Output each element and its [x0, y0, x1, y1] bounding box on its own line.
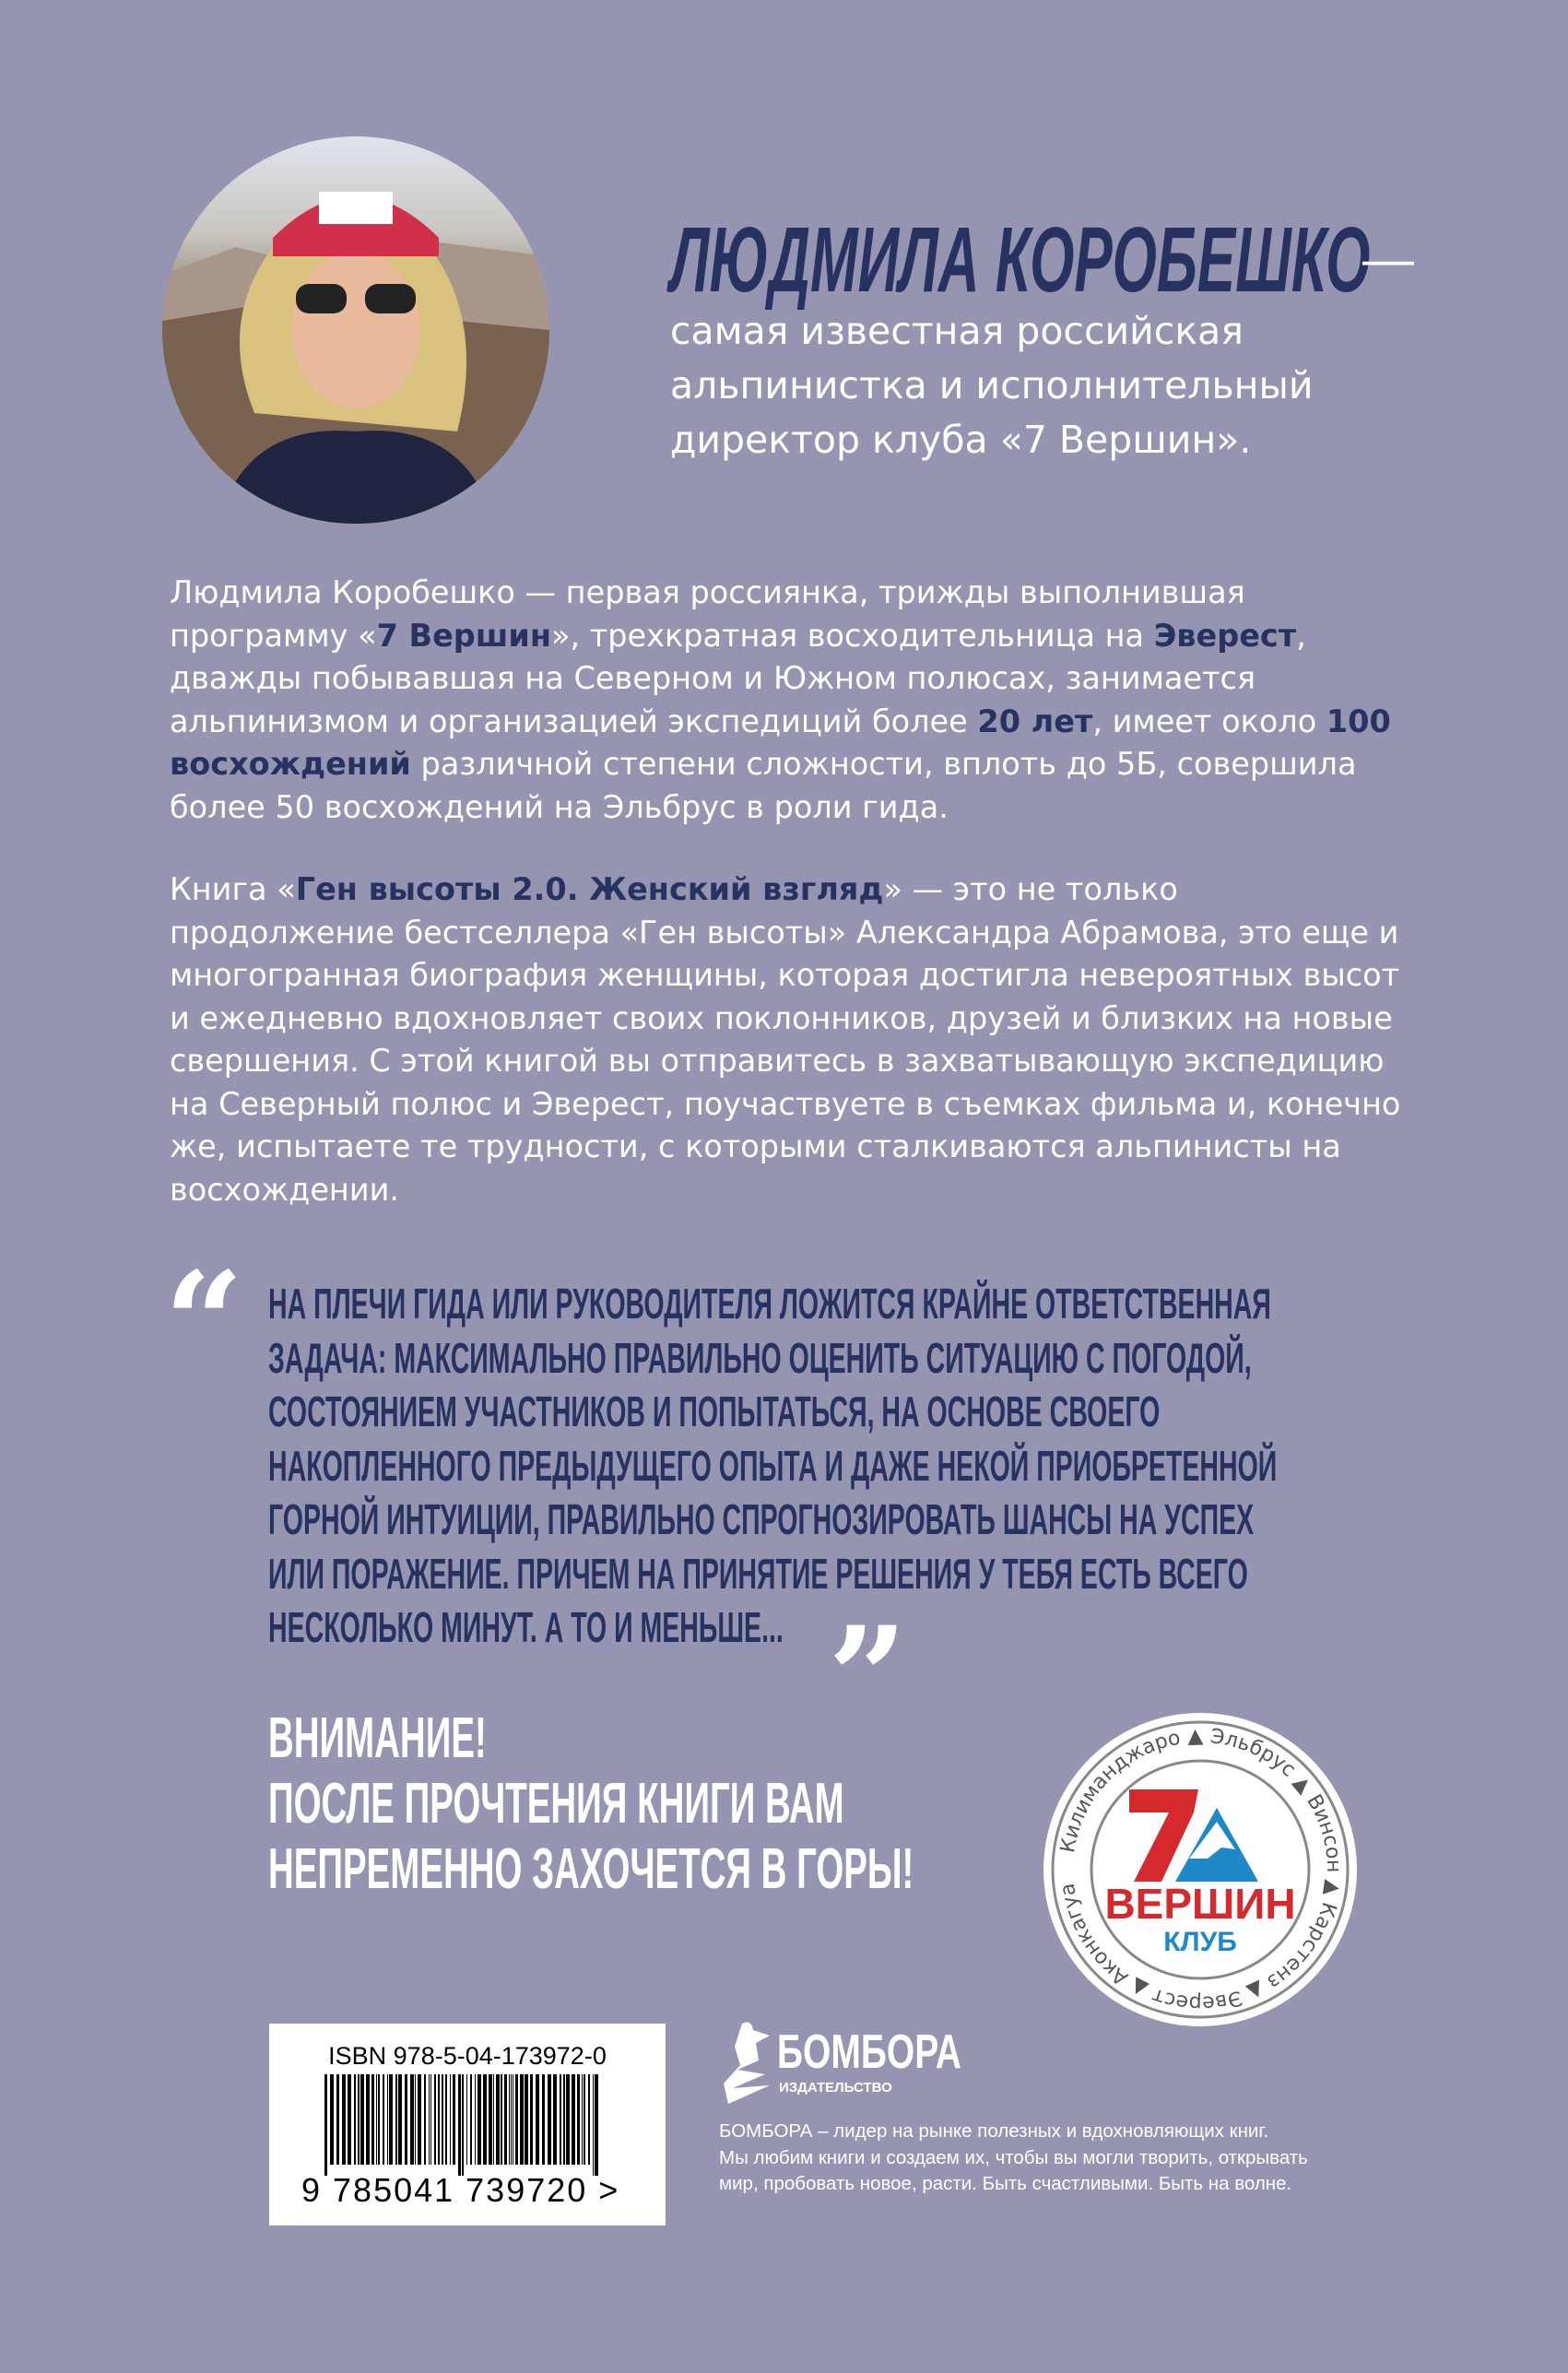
- barcode-bar: [584, 2074, 585, 2165]
- barcode-bar: [398, 2074, 402, 2165]
- barcode-bar: [360, 2074, 364, 2165]
- barcode-bar: [450, 2074, 451, 2165]
- barcode-bar: [496, 2074, 500, 2165]
- barcode-bar: [466, 2074, 467, 2165]
- close-quote-icon: ”: [828, 1597, 908, 1759]
- barcode-bar: [330, 2074, 334, 2165]
- barcode-bar: [342, 2074, 346, 2165]
- barcode-bar: [577, 2074, 580, 2165]
- barcode-bar: [563, 2074, 565, 2165]
- barcode-bar: [442, 2074, 443, 2165]
- barcode-bar: [525, 2074, 528, 2165]
- svg-text:КЛУБ: КЛУБ: [1163, 1927, 1237, 1957]
- barcode-bar: [458, 2074, 461, 2176]
- barcode-bar: [483, 2074, 487, 2165]
- barcode-bar: [410, 2074, 414, 2165]
- barcode-bar: [593, 2074, 594, 2176]
- barcode-bar: [477, 2074, 481, 2165]
- barcode-bar: [348, 2074, 351, 2165]
- barcode-bar: [588, 2074, 590, 2165]
- barcode-bar: [395, 2074, 397, 2165]
- barcode-bar: [530, 2074, 533, 2165]
- barcode-bar: [434, 2074, 436, 2165]
- barcode-bar: [430, 2074, 431, 2165]
- barcode-bar: [405, 2074, 407, 2165]
- barcode-bar: [509, 2074, 510, 2165]
- svg-text:ВЕРШИН: ВЕРШИН: [1104, 1880, 1296, 1928]
- barcode-bar: [387, 2074, 388, 2165]
- barcode-bar: [453, 2074, 455, 2165]
- barcode-bar: [475, 2074, 476, 2165]
- barcode-bar: [542, 2074, 545, 2165]
- barcode-bar: [336, 2074, 339, 2165]
- barcode-bar: [438, 2074, 440, 2165]
- barcode-bar: [536, 2074, 539, 2165]
- barcode-bar: [371, 2074, 374, 2165]
- barcode-bar: [566, 2074, 570, 2165]
- barcode-bars: [324, 2074, 601, 2176]
- barcode-bar: [324, 2074, 327, 2176]
- barcode-bar: [511, 2074, 512, 2165]
- barcode-bar: [489, 2074, 492, 2165]
- barcode-bar: [501, 2074, 502, 2165]
- barcode-bar: [354, 2074, 356, 2165]
- barcode-bar: [383, 2074, 384, 2165]
- barcode-bar: [515, 2074, 518, 2165]
- bio-paragraph: Людмила Коробешко — первая россиянка, трижды выполнившая программу «7 Вершин», трехкратная восходительница на Эверест, дважды побывавшая на Северном и Южном полюсах, занимается альпинизмом и организацией экспедиций более 20 лет, имеет около 100 восхождений различной степени сложности, вплоть до 5Б, совершила более 50 восхождений на Эльбрус в роли гида.: [170, 574, 1391, 825]
- barcode-bar: [378, 2074, 380, 2165]
- barcode-bar: [418, 2074, 421, 2165]
- barcode-bar: [415, 2074, 416, 2165]
- barcode-bar: [504, 2074, 507, 2165]
- publisher-description: БОМБОРА – лидер на рынке полезных и вдохновляющих книг. Мы любим книги и создаем их, чтобы вы могли творить, открывать мир, пробовать новое, расти. Быть счастливыми. Быть на волне.: [719, 2120, 1308, 2194]
- open-quote-icon: “: [164, 1242, 244, 1404]
- subtitle-line: директор клуба «7 Вершин».: [670, 418, 1252, 462]
- attention-text: ВНИМАНИЕ! ПОСЛЕ ПРОЧТЕНИЯ КНИГИ ВАМ НЕПРЕМЕННО ЗАХОЧЕТСЯ В ГОРЫ!: [268, 1706, 914, 1901]
- seven-summits-club-logo: [1042, 1711, 1359, 2028]
- subtitle-line: самая известная российская: [670, 309, 1244, 353]
- author-subtitle: [670, 304, 1313, 467]
- name-dash: —: [1362, 230, 1414, 288]
- isbn-text: ISBN 978-5-04-173972-0: [328, 2042, 607, 2070]
- barcode-bar: [376, 2074, 377, 2165]
- barcode-bar: [560, 2074, 561, 2165]
- barcode-bar: [462, 2074, 464, 2176]
- author-photo: [162, 136, 549, 524]
- barcode-bar: [366, 2074, 370, 2165]
- svg-text:Килиманджаро ▲ Эльбрус ▲ Винсо: Килиманджаро ▲ Эльбрус ▲ Винсон ▲ Карстенз ▲ Эверест ▲ Аконкагуа: [1055, 1724, 1346, 2015]
- quote-text: НА ПЛЕЧИ ГИДА ИЛИ РУКОВОДИТЕЛЯ ЛОЖИТСЯ КРАЙНЕ ОТВЕТСТВЕННАЯ ЗАДАЧА: МАКСИМАЛЬНО ПРАВИЛЬНО ОЦЕНИТЬ СИТУАЦИЮ С ПОГОДОЙ, СОСТОЯНИЕМ УЧАСТНИКОВ И ПОПЫТАТЬСЯ, НА ОСНОВЕ СВОЕГО НАКОПЛЕННОГО ПРЕДЫДУЩЕГО ОПЫТА И ДАЖЕ НЕКОЙ ПРИОБРЕТЕННОЙ ГОРНОЙ ИНТУИЦИИ, ПРАВИЛЬНО СПРОГНОЗИРОВАТЬ ШАНСЫ НА УСПЕХ ИЛИ ПОРАЖЕНИЕ. ПРИЧЕМ НА ПРИНЯТИЕ РЕШЕНИЯ У ТЕБЯ ЕСТЬ ВСЕГО НЕСКОЛЬКО МИНУТ. А ТО И МЕНЬШЕ...: [268, 1280, 1278, 1651]
- isbn-barcode: [269, 2024, 666, 2225]
- subtitle-line: альпинистка и исполнительный: [670, 363, 1314, 407]
- barcode-bar: [493, 2074, 494, 2165]
- barcode-bar: [582, 2074, 583, 2165]
- barcode-bar: [470, 2074, 472, 2165]
- bombora-figure-icon: [714, 2019, 779, 2107]
- barcode-bar: [548, 2074, 551, 2165]
- barcode-bar: [520, 2074, 524, 2165]
- book-paragraph: Книга «Ген высоты 2.0. Женский взгляд» — это не только продолжение бестселлера «Ген высоты» Александра Абрамова, это еще и многогранная биография женщины, которая достигла невероятных высот и ежедневно вдохновляет своих поклонников, друзей и близких на новые свершения. С этой книгой вы отправитесь в захватывающую экспедицию на Северный полюс и Эверест, поучаствуете в съемках фильма и, конечно же, испытаете те трудности, с которыми сталкиваются альпинисты на восхождении.: [170, 871, 1401, 1208]
- barcode-bar: [445, 2074, 447, 2165]
- barcode-bar: [595, 2074, 598, 2176]
- barcode-bar: [358, 2074, 360, 2165]
- barcode-bar: [553, 2074, 557, 2165]
- barcode-bar: [389, 2074, 393, 2165]
- barcode-digits: 9 785041 739720 >: [301, 2171, 620, 2209]
- barcode-bar: [429, 2074, 430, 2165]
- author-name: ЛЮДМИЛА КОРОБЕШКО: [670, 208, 1371, 312]
- barcode-bar: [572, 2074, 575, 2165]
- barcode-bar: [424, 2074, 426, 2165]
